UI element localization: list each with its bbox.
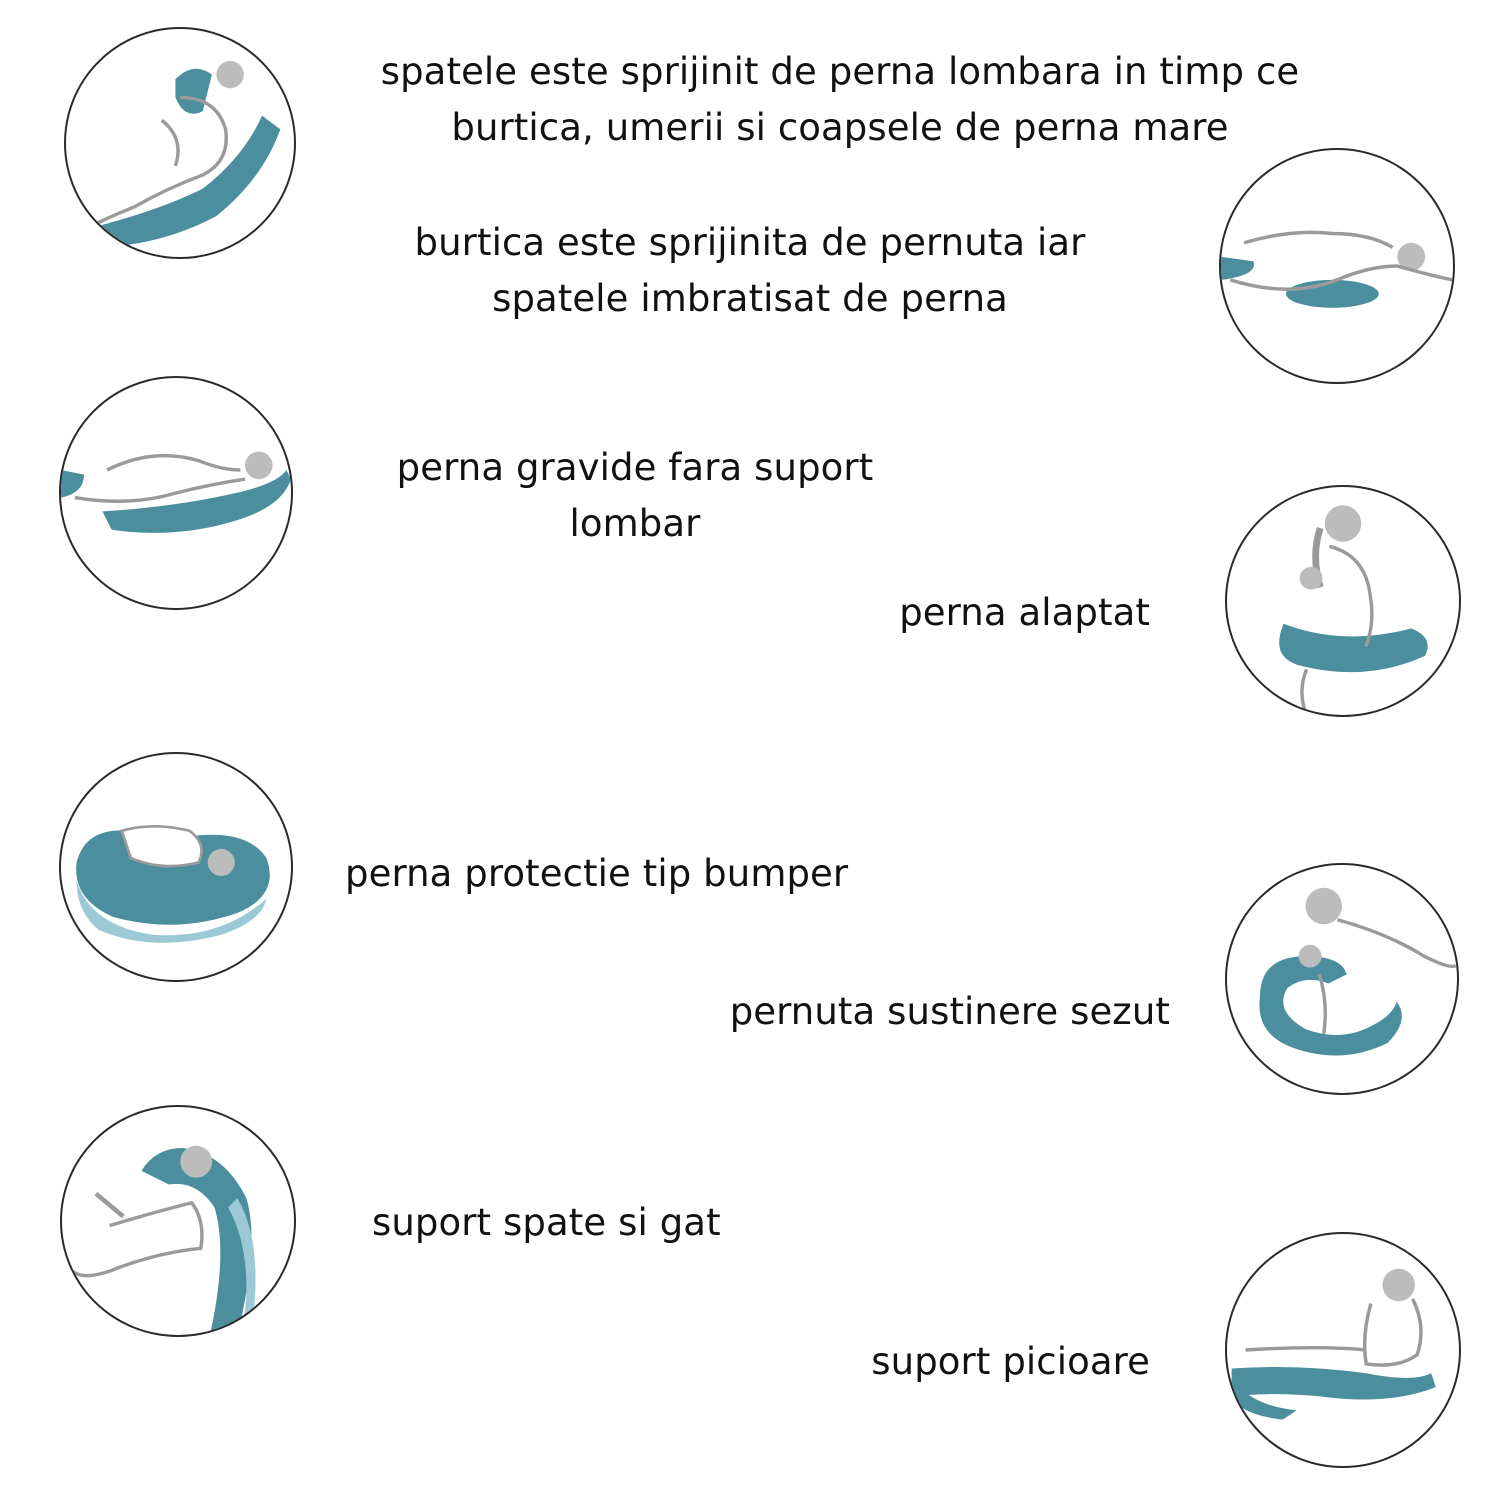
caption-line: suport spate si gat (372, 1201, 721, 1244)
caption-line: burtica este sprijinita de pernuta iar (414, 221, 1086, 264)
lumbar-support-sleeping-icon (64, 27, 296, 259)
sitting-support-icon (1225, 863, 1459, 1095)
caption-line: burtica, umerii si coapsele de perna mare (451, 106, 1229, 149)
nursing-pillow-icon (1225, 485, 1461, 717)
caption-line: perna gravide fara suport (396, 446, 874, 489)
caption-7 (372, 1195, 872, 1251)
caption-3 (350, 440, 920, 552)
caption-1 (300, 44, 1380, 156)
caption-line: spatele imbratisat de perna (492, 277, 1008, 320)
caption-8 (780, 1334, 1150, 1390)
caption-line: lombar (569, 502, 701, 545)
back-neck-support-icon (60, 1105, 296, 1337)
pregnancy-pillow-no-lumbar-icon (59, 376, 293, 610)
caption-line: suport picioare (871, 1340, 1150, 1383)
belly-support-sleeping-icon (1219, 148, 1455, 384)
caption-line: pernuta sustinere sezut (729, 990, 1170, 1033)
caption-line: perna alaptat (899, 591, 1150, 634)
caption-4 (800, 585, 1150, 641)
caption-2 (350, 215, 1150, 327)
baby-bumper-icon (59, 752, 293, 982)
leg-support-icon (1225, 1232, 1461, 1468)
caption-6 (600, 984, 1170, 1040)
caption-line: spatele este sprijinit de perna lombara in timp ce (380, 50, 1300, 93)
caption-line: perna protectie tip bumper (345, 852, 849, 895)
caption-5 (345, 846, 945, 902)
